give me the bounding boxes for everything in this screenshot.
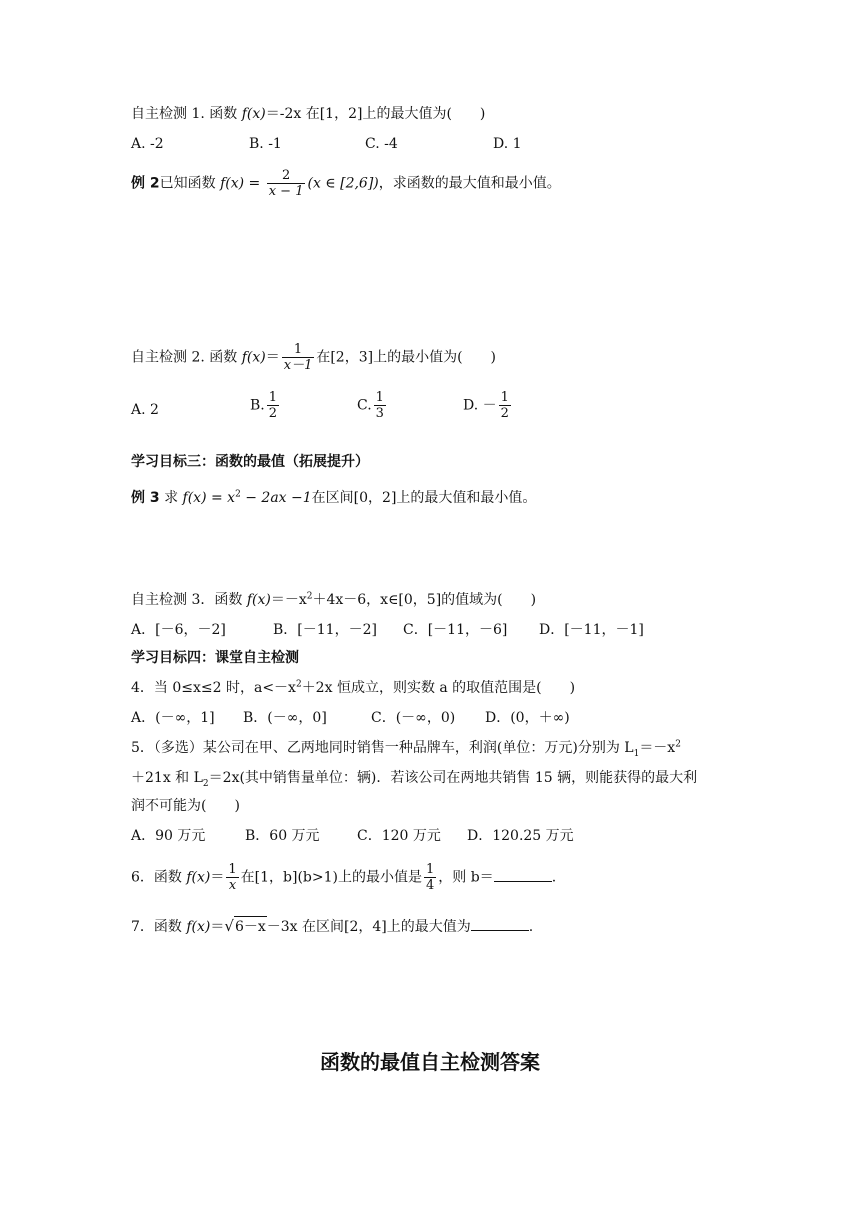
q5-line1-b: ＝－x (639, 740, 676, 756)
ex2-fraction: $\frac{2}{x - 1}$ (268, 168, 304, 199)
ex3-expr2: − 2ax −1 (240, 490, 312, 506)
sqrt-sign: √ (224, 917, 234, 935)
q6-lead: 6．函数 (131, 869, 187, 886)
q4-option-b: B．(－∞，0] (243, 710, 327, 726)
ex3-exp: 2 (235, 489, 241, 500)
q5-sub1: 1 (633, 748, 640, 759)
question-4 (131, 678, 575, 698)
q6-mid: 在[1，b](b>1)上的最小值是 (240, 869, 422, 886)
ex2-lead: 已知函数 (159, 175, 221, 192)
q1-option-b: B. -1 (249, 136, 282, 152)
example-2 (131, 168, 561, 199)
ex3-text: 在区间[0，2]上的最大值和最小值。 (311, 490, 537, 506)
q1-text: ＝-2x 在[1，2]上的最大值为( ) (265, 106, 486, 122)
answer-section-title: 函数的最值自主检测答案 (320, 1050, 540, 1074)
q7-answer-blank[interactable] (471, 916, 529, 931)
q6-fraction-1: $\frac{1}{x}$ (228, 862, 237, 893)
question-5-line-3: 润不可能为( ) (131, 798, 240, 814)
q6-answer-blank[interactable] (494, 867, 552, 882)
q7-lead: 7．函数 (131, 919, 187, 935)
section-heading-goal-3: 学习目标三：函数的最值（拓展提升） (131, 454, 369, 470)
q6-eq: ＝ (210, 869, 225, 886)
q3-fx: f(x) (246, 592, 271, 608)
q5-line1-a: 5．（多选）某公司在甲、乙两地同时销售一种品牌车，利润(单位：万元)分别为 L (131, 740, 634, 756)
q2-option-d: D. － $\frac{1}{2}$ (463, 390, 509, 421)
q1-option-c: C. -4 (365, 136, 398, 152)
question-3 (131, 590, 536, 610)
q5-line2-a: ＋21x 和 L (131, 770, 203, 786)
q1-lead: 自主检测 1. 函数 (131, 106, 242, 122)
q7-radicand: 6－x (234, 916, 267, 937)
q6-end: . (551, 869, 557, 886)
q3-option-a: A．[－6，－2] (131, 622, 226, 638)
q2-option-a: A. 2 (131, 402, 159, 418)
question-7 (131, 916, 533, 937)
q2-fx: f(x) (241, 349, 266, 366)
q3-option-d: D．[－11，－1] (539, 622, 644, 638)
q3-option-c: C．[－11，－6] (403, 622, 508, 638)
q6-fx: f(x) (186, 869, 211, 886)
q5-option-d: D．120.25 万元 (467, 828, 574, 844)
q7-rest: －3x 在区间[2，4]上的最大值为 (266, 919, 471, 935)
ex3-expr: f(x) = x (182, 490, 236, 506)
q5-option-c: C．120 万元 (357, 828, 441, 844)
q3-text-b: ＝－x (270, 592, 307, 608)
ex2-text: ，求函数的最大值和最小值。 (378, 175, 561, 192)
ex3-lead: 求 (159, 490, 183, 506)
example-3 (131, 488, 536, 508)
q1-fx: f(x) (241, 106, 266, 122)
q3-exp: 2 (306, 591, 313, 602)
q1-option-a: A. -2 (131, 136, 164, 152)
q5-line2-b: ＝2x(其中销售量单位：辆)．若该公司在两地共销售 15 辆，则能获得的最大利 (208, 770, 698, 786)
q4-option-c: C．(－∞，0) (371, 710, 456, 726)
q7-fx: f(x) (186, 919, 211, 935)
q5-option-b: B．60 万元 (245, 828, 320, 844)
q5-sub2: 2 (202, 778, 209, 789)
question-6 (131, 862, 556, 893)
q1-option-d: D. 1 (493, 136, 522, 152)
q5-exp: 2 (675, 739, 681, 750)
q4-text-b: ＋2x 恒成立，则实数 a 的取值范围是( ) (301, 680, 576, 696)
q4-text-a: 4．当 0≤x≤2 时，a<－x (131, 680, 296, 696)
q3-lead: 自主检测 3．函数 (131, 592, 247, 608)
ex3-label: 例 3 (131, 490, 160, 506)
q2-eq: ＝ (265, 349, 280, 366)
q2-option-c: C. $\frac{1}{3}$ (357, 390, 384, 421)
q3-text-c: ＋4x－6，x∈[0，5]的值域为( ) (312, 592, 537, 608)
q6-rest: ，则 b＝ (438, 869, 494, 886)
question-5-line-2 (131, 768, 697, 788)
q4-option-d: D．(0，＋∞) (485, 710, 570, 726)
q4-option-a: A．(－∞，1] (131, 710, 215, 726)
ex2-domain: (x ∈ [2,6]) (307, 175, 379, 192)
q7-end: . (528, 919, 534, 935)
q2-fraction: $\frac{1}{x-1}$ (283, 342, 313, 373)
q5-option-a: A．90 万元 (131, 828, 206, 844)
section-heading-goal-4: 学习目标四：课堂自主检测 (131, 650, 299, 666)
question-1 (131, 104, 485, 124)
q2-lead: 自主检测 2. 函数 (131, 349, 242, 366)
q6-fraction-2: $\frac{1}{4}$ (425, 862, 435, 893)
ex2-label: 例 2 (131, 175, 160, 192)
question-5-line-1 (131, 738, 681, 758)
ex2-fx: f(x) = (220, 175, 261, 192)
question-2 (131, 342, 496, 373)
q2-text: 在[2，3]上的最小值为( ) (316, 349, 497, 366)
q7-eq: ＝ (210, 919, 225, 935)
q4-exp: 2 (295, 679, 302, 690)
q2-option-b: B. $\frac{1}{2}$ (250, 390, 278, 421)
q3-option-b: B．[－11，－2] (273, 622, 377, 638)
